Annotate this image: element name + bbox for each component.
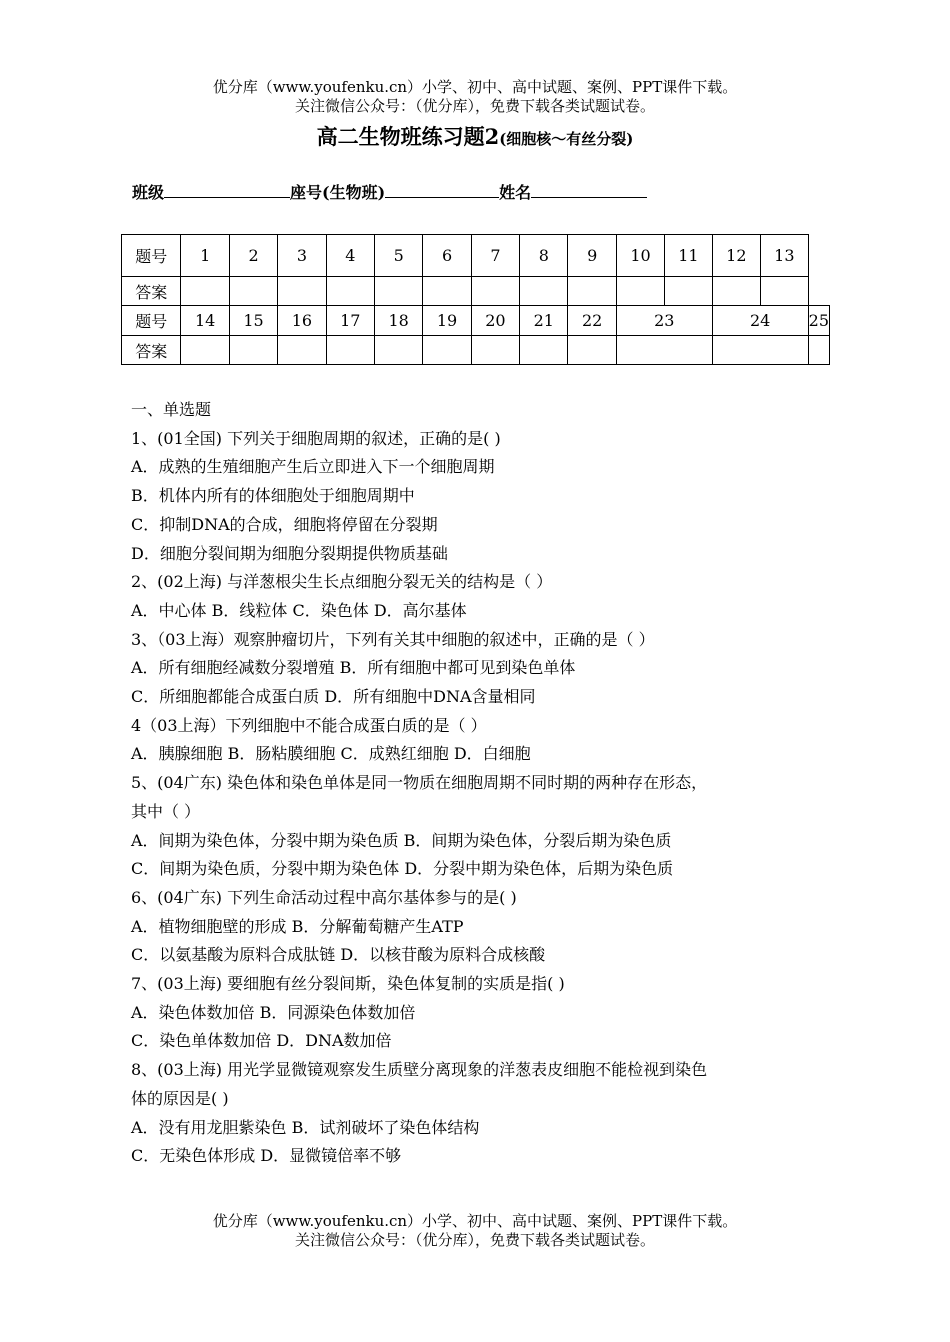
answer-cell[interactable] bbox=[616, 336, 712, 365]
question-number-cell: 23 bbox=[616, 306, 712, 336]
footer-line-1: 优分库（www.youfenku.cn）小学、初中、高中试题、案例、PPT课件下载。 bbox=[212, 1212, 738, 1230]
question-number-cell: 15 bbox=[229, 306, 277, 336]
question-option: C．间期为染色质，分裂中期为染色体 D．分裂中期为染色体，后期为染色质 bbox=[131, 859, 674, 879]
question-option: C．染色单体数加倍 D．DNA数加倍 bbox=[131, 1031, 392, 1051]
page-title bbox=[0, 121, 950, 151]
question-number-cell: 1 bbox=[181, 235, 229, 277]
question-number-cell: 19 bbox=[423, 306, 471, 336]
question-number-cell: 10 bbox=[616, 235, 664, 277]
question-number-cell: 20 bbox=[471, 306, 519, 336]
question-stem: 其中（ ） bbox=[131, 801, 201, 821]
answer-cell[interactable] bbox=[374, 336, 422, 365]
seat-blank[interactable] bbox=[385, 182, 499, 198]
question-option: A．间期为染色体，分裂中期为染色质 B．间期为染色体，分裂后期为染色质 bbox=[131, 830, 672, 850]
question-number-cell: 2 bbox=[229, 235, 277, 277]
question-option: A．植物细胞壁的形成 B．分解葡萄糖产生ATP bbox=[131, 916, 464, 936]
question-number-cell: 24 bbox=[712, 306, 808, 336]
question-number-cell: 8 bbox=[520, 235, 568, 277]
answer-cell[interactable] bbox=[326, 277, 374, 306]
answer-cell[interactable] bbox=[326, 336, 374, 365]
question-number-cell: 25 bbox=[808, 306, 829, 336]
table-row bbox=[122, 277, 830, 306]
page-footer bbox=[0, 1212, 950, 1250]
name-label: 姓名 bbox=[499, 183, 532, 202]
question-option: A．没有用龙胆紫染色 B．试剂破坏了染色体结构 bbox=[131, 1117, 480, 1137]
question-option: A．胰腺细胞 B．肠粘膜细胞 C．成熟红细胞 D．白细胞 bbox=[131, 744, 531, 764]
question-stem: 8、(03上海) 用光学显微镜观察发生质壁分离现象的洋葱表皮细胞不能检视到染色 bbox=[131, 1060, 708, 1080]
section-heading: 一、单选题 bbox=[131, 400, 212, 419]
answer-table bbox=[121, 234, 830, 365]
answer-label: 答案 bbox=[122, 336, 181, 365]
question-number-cell: 4 bbox=[326, 235, 374, 277]
question-option: D．细胞分裂间期为细胞分裂期提供物质基础 bbox=[131, 543, 448, 563]
answer-cell[interactable] bbox=[471, 336, 519, 365]
answer-cell[interactable] bbox=[181, 336, 229, 365]
question-number-cell: 16 bbox=[278, 306, 326, 336]
question-number-cell: 13 bbox=[761, 235, 809, 277]
question-number-cell: 21 bbox=[520, 306, 568, 336]
question-number-cell: 11 bbox=[665, 235, 712, 277]
name-blank[interactable] bbox=[531, 182, 647, 198]
question-option: C．所细胞都能合成蛋白质 D．所有细胞中DNA含量相同 bbox=[131, 687, 536, 707]
answer-cell[interactable] bbox=[374, 277, 422, 306]
question-number-cell: 7 bbox=[471, 235, 519, 277]
answer-cell[interactable] bbox=[761, 277, 809, 306]
answer-cell[interactable] bbox=[181, 277, 229, 306]
footer-line-2: 关注微信公众号：（优分库），免费下载各类试题试卷。 bbox=[294, 1231, 655, 1249]
question-option: A．成熟的生殖细胞产生后立即进入下一个细胞周期 bbox=[131, 457, 495, 477]
question-stem: 体的原因是( ) bbox=[131, 1088, 229, 1108]
question-stem: 5、(04广东) 染色体和染色单体是同一物质在细胞周期不同时期的两种存在形态， bbox=[131, 773, 708, 793]
question-option: C．抑制DNA的合成，细胞将停留在分裂期 bbox=[131, 514, 438, 534]
answer-cell[interactable] bbox=[278, 277, 326, 306]
question-stem: 7、(03上海) 要细胞有丝分裂间斯，染色体复制的实质是指( ) bbox=[131, 974, 565, 994]
answer-cell[interactable] bbox=[568, 277, 616, 306]
table-row bbox=[122, 306, 830, 336]
question-number-cell: 14 bbox=[181, 306, 229, 336]
question-number-cell: 6 bbox=[423, 235, 471, 277]
question-option: B．机体内所有的体细胞处于细胞周期中 bbox=[131, 486, 415, 506]
answer-cell[interactable] bbox=[471, 277, 519, 306]
answer-cell[interactable] bbox=[423, 336, 471, 365]
question-number-cell: 3 bbox=[278, 235, 326, 277]
question-stem: 1、(01全国) 下列关于细胞周期的叙述，正确的是( ) bbox=[131, 428, 501, 448]
question-number-cell: 12 bbox=[712, 235, 760, 277]
answer-cell[interactable] bbox=[520, 277, 568, 306]
answer-label: 答案 bbox=[122, 277, 181, 306]
question-stem: 4（03上海）下列细胞中不能合成蛋白质的是（ ） bbox=[131, 715, 487, 735]
answer-cell[interactable] bbox=[423, 277, 471, 306]
answer-cell[interactable] bbox=[616, 277, 664, 306]
answer-cell[interactable] bbox=[278, 336, 326, 365]
answer-cell[interactable] bbox=[568, 336, 616, 365]
page-header bbox=[0, 78, 950, 116]
answer-cell[interactable] bbox=[229, 277, 277, 306]
answer-cell[interactable] bbox=[229, 336, 277, 365]
question-option: C．无染色体形成 D．显微镜倍率不够 bbox=[131, 1146, 402, 1166]
question-stem: 2、(02上海) 与洋葱根尖生长点细胞分裂无关的结构是（ ） bbox=[131, 572, 553, 592]
question-option: A．所有细胞经减数分裂增殖 B．所有细胞中都可见到染色单体 bbox=[131, 658, 576, 678]
table-row bbox=[122, 336, 830, 365]
seat-label: 座号(生物班) bbox=[290, 183, 386, 202]
question-option: A．中心体 B．线粒体 C．染色体 D．高尔基体 bbox=[131, 600, 467, 620]
title-main: 高二生物班练习题2 bbox=[316, 124, 500, 149]
question-list bbox=[131, 396, 831, 1171]
question-number-label: 题号 bbox=[122, 235, 181, 277]
answer-cell[interactable] bbox=[665, 277, 712, 306]
answer-cell[interactable] bbox=[520, 336, 568, 365]
header-line-1: 优分库（www.youfenku.cn）小学、初中、高中试题、案例、PPT课件下载。 bbox=[212, 78, 738, 96]
question-number-cell: 5 bbox=[374, 235, 422, 277]
question-number-label: 题号 bbox=[122, 306, 181, 336]
question-number-cell: 9 bbox=[568, 235, 616, 277]
student-info-fields bbox=[132, 180, 647, 203]
answer-cell[interactable] bbox=[808, 336, 829, 365]
question-stem: 3、（03上海）观察肿瘤切片，下列有关其中细胞的叙述中，正确的是（ ） bbox=[131, 629, 655, 649]
table-row bbox=[122, 235, 830, 277]
class-blank[interactable] bbox=[164, 182, 290, 198]
question-number-cell: 17 bbox=[326, 306, 374, 336]
class-label: 班级 bbox=[132, 183, 165, 202]
question-number-cell: 22 bbox=[568, 306, 616, 336]
answer-cell[interactable] bbox=[712, 336, 808, 365]
question-option: C．以氨基酸为原料合成肽链 D．以核苷酸为原料合成核酸 bbox=[131, 945, 546, 965]
header-line-2: 关注微信公众号：（优分库），免费下载各类试题试卷。 bbox=[294, 97, 655, 115]
question-option: A．染色体数加倍 B．同源染色体数加倍 bbox=[131, 1002, 416, 1022]
title-sub: (细胞核～有丝分裂) bbox=[499, 130, 634, 148]
answer-cell[interactable] bbox=[712, 277, 760, 306]
question-stem: 6、(04广东) 下列生命活动过程中高尔基体参与的是( ) bbox=[131, 887, 517, 907]
question-number-cell: 18 bbox=[374, 306, 422, 336]
